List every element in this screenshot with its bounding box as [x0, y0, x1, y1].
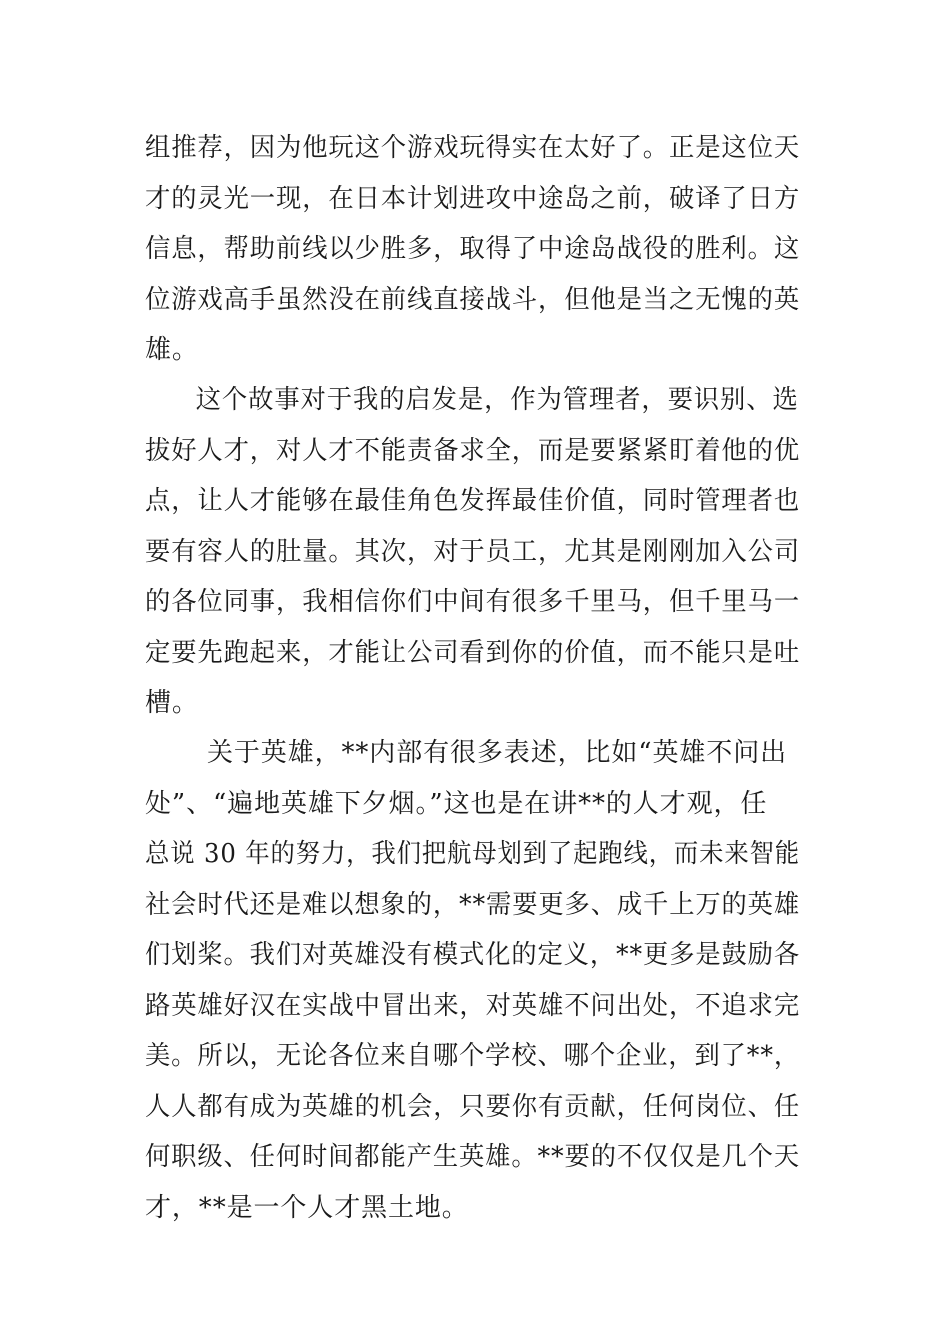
paragraph-line: 这个故事对于我的启发是，作为管理者，要识别、选 [195, 385, 799, 415]
paragraph-line: 信息，帮助前线以少胜多，取得了中途岛战役的胜利。这 [145, 234, 801, 264]
paragraph-line: 的各位同事，我相信你们中间有很多千里马，但千里马一 [145, 587, 801, 617]
paragraph-line: 们划桨。我们对英雄没有模式化的定义，**更多是鼓励各 [145, 940, 801, 970]
paragraph-3 [145, 728, 801, 1233]
paragraph-line: 点，让人才能够在最佳角色发挥最佳价值，同时管理者也 [145, 486, 801, 516]
paragraph-line: 社会时代还是难以想象的，**需要更多、成千上万的英雄 [145, 889, 801, 920]
paragraph-line: 才的灵光一现，在日本计划进攻中途岛之前，破译了日方 [145, 183, 801, 214]
paragraph-line: 雄。 [145, 335, 199, 365]
paragraph-line: 位游戏高手虽然没在前线直接战斗，但他是当之无愧的英 [145, 284, 801, 315]
paragraph-line: 美。所以，无论各位来自哪个学校、哪个企业，到了**， [145, 1041, 801, 1071]
paragraph-line: 路英雄好汉在实战中冒出来，对英雄不问出处，不追求完 [145, 990, 801, 1021]
paragraph-line: 定要先跑起来，才能让公司看到你的价值，而不能只是吐 [145, 637, 801, 668]
paragraph-1 [145, 123, 801, 376]
paragraph-line: 拔好人才，对人才不能责备求全，而是要紧紧盯着他的优 [145, 435, 801, 466]
paragraph-line: 何职级、任何时间都能产生英雄。**要的不仅仅是几个天 [145, 1142, 801, 1172]
paragraph-line: 组推荐，因为他玩这个游戏玩得实在太好了。正是这位天 [145, 133, 801, 163]
paragraph-line: 要有容人的肚量。其次，对于员工，尤其是刚刚加入公司 [145, 536, 801, 567]
paragraph-line: 人人都有成为英雄的机会，只要你有贡献，任何岗位、任 [145, 1091, 801, 1122]
paragraph-2 [145, 375, 801, 729]
paragraph-line: 处”、“遍地英雄下夕烟。”这也是在讲**的人才观，任 [145, 788, 768, 819]
paragraph-line: 槽。 [145, 688, 199, 718]
paragraph-line: 关于英雄，**内部有很多表述，比如“英雄不问出 [207, 738, 787, 768]
paragraph-line: 才，**是一个人才黑土地。 [145, 1192, 469, 1223]
paragraph-line: 总说 30 年的努力，我们把航母划到了起跑线，而未来智能 [145, 839, 801, 869]
